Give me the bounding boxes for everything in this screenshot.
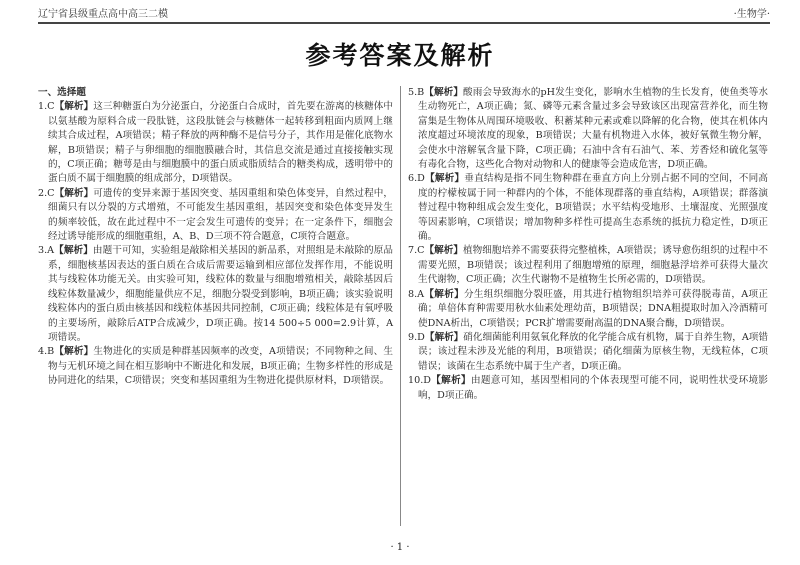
item-number: 7.C (408, 245, 425, 257)
item-number: 9.D (408, 331, 425, 343)
answer-item-7 (408, 244, 768, 287)
item-number: 8.A (408, 288, 425, 300)
item-number: 5.B (408, 87, 425, 98)
item-number: 4.B (38, 346, 55, 358)
answer-item-8 (408, 288, 768, 331)
answer-item-5 (408, 86, 768, 172)
item-tag: 【解析】 (54, 101, 94, 113)
answer-item-10 (408, 374, 768, 403)
item-tag: 【解析】 (424, 173, 465, 185)
exam-name: 辽宁省县级重点高中高三二模 (38, 9, 168, 20)
answer-item-2 (38, 187, 393, 245)
column-divider (400, 86, 401, 526)
item-number: 10.D (408, 375, 431, 387)
item-text: 可遗传的变异来源于基因突变、基因重组和染色体变异，自然过程中，细菌只有以分裂的方式增殖，不可能发生基因重组，基因突变和染色体变异发生的频率较低，故在此过程中不一定会发生可遗传的变异；在一定条件下，细胞会经过诱导能形成的细胞重组，A、B、D三项不符合题意，C项符合题意。 (48, 187, 394, 243)
item-tag: 【解析】 (424, 87, 464, 98)
item-text: 植物细胞培养不需要获得完整植株，A项错误；诱导愈伤组织的过程中不需要光照，B项错误；该过程利用了细胞增殖的原理，细胞悬浮培养可获得大量次生代谢物，C项正确；次生代谢物不是植物生长所必需的，D项错误。 (418, 245, 768, 286)
item-tag: 【解析】 (424, 331, 464, 343)
item-text: 生物进化的实质是种群基因频率的改变，A项错误；不同物种之间、生物与无机环境之间在相互影响中不断进化和发展，B项正确；生物多样性的形成是协同进化的结果，C项错误；突变和基因重组为生物进化提供原材料，D项错误。 (48, 346, 393, 387)
answer-item-9 (408, 331, 768, 374)
running-header (38, 6, 770, 22)
answer-item-4 (38, 345, 393, 388)
item-text: 由题意可知，基因型相同的个体表现型可能不同，说明性状受环境影响，D项正确。 (418, 375, 769, 401)
answer-item-6 (408, 172, 768, 244)
page-number: · 1 · (390, 542, 410, 553)
item-number: 6.D (408, 173, 425, 185)
item-text: 这三种糖蛋白为分泌蛋白，分泌蛋白合成时，首先要在游离的核糖体中以氨基酸为原料合成一段肽链，这段肽链会与核糖体一起转移到粗面内质网上继续其合成过程，A项错误；精子释放的两种酶不是信号分子，其作用是催化底物水解，B项错误；精子与卵细胞的细胞膜融合时，其信息交流是通过直接接触实现的，C项正确；糖萼是由与细胞膜中的蛋白质或脂质结合的糖类构成，透明带中的蛋白质不属于细胞膜的组成部分，D项错误。 (48, 101, 394, 185)
item-tag: 【解析】 (424, 288, 465, 300)
item-text: 硝化细菌能利用氨氧化释放的化学能合成有机物，属于自养生物，A项错误；该过程未涉及光能的利用，B项错误；硝化细菌为原核生物，无线粒体，C项错误；该菌在生态系统中属于生产者，D项正确。 (418, 331, 768, 372)
item-tag: 【解析】 (424, 245, 463, 257)
page-title: 参考答案及解析 (305, 41, 495, 70)
item-number: 1.C (38, 101, 55, 113)
item-tag: 【解析】 (54, 245, 93, 257)
item-number: 3.A (38, 245, 55, 257)
item-text: 垂直结构是指不同生物种群在垂直方向上分别占据不同的空间，不同高度的柠檬桉属于同一种群内的个体，不能体现群落的垂直结构，A项错误；群落演替过程中物种组成会发生变化，B项错误；水平结构受地形、土壤湿度、光照强度等因素影响，C项错误；增加物种多样性可提高生态系统的抵抗力稳定性，D项正确。 (418, 173, 769, 243)
right-column (408, 86, 768, 403)
header-rule (38, 22, 770, 24)
item-tag: 【解析】 (54, 187, 94, 199)
item-text: 酸雨会导致海水的pH发生变化，影响水生植物的生长发育，使鱼类等水生动物死亡，A项正确；氮、磷等元素含量过多会导致该区出现富营养化，而生物富集是生物体从周围环境吸收、积蓄某种元素或难以降解的化合物，使其在机体内浓度超过环境浓度的现象，B项错误；大量有机物进入水体，被好氧微生物分解，会使水中溶解氧含量下降，C项正确；石油中含有石油气、苯、芳香烃和硫化氢等有毒化合物，这些化合物对动物和人的健康等会造成危害，D项正确。 (418, 87, 769, 171)
answer-item-1 (38, 100, 393, 186)
left-column (38, 86, 393, 389)
section-heading: 一、选择题 (38, 87, 86, 98)
item-text: 分生组织细胞分裂旺盛，用其进行植物组织培养可获得脱毒苗，A项正确；单倍体育种需要用秋水仙素处理幼苗，B项错误；DNA粗提取时加入冷酒精可使DNA析出，C项错误；PCR扩增需要耐高温的DNA聚合酶，D项错误。 (418, 288, 768, 329)
answer-item-3 (38, 244, 393, 345)
item-text: 由题干可知，实验组是敲除相关基因的新品系，对照组是未敲除的原品系，细胞核基因表达的蛋白质在合成后需要运输到相应部位发挥作用，不能说明其与线粒体功能无关。由实验可知，线粒体的数量与细胞增殖相关，敲除基因后线粒体数量减少，细胞能量供应不足，细胞分裂受到影响，B项正确；该实验说明线粒体内的蛋白质由核基因和线粒体基因共同控制，C项正确；线粒体是有氧呼吸的主要场所，敲除后ATP合成减少，D项正确。按14 500÷5 000=2.9计算，A项错误。 (48, 245, 394, 343)
item-tag: 【解析】 (54, 346, 94, 358)
subject-label: ·生物学· (733, 9, 770, 20)
item-tag: 【解析】 (430, 375, 471, 387)
item-number: 2.C (38, 187, 55, 199)
